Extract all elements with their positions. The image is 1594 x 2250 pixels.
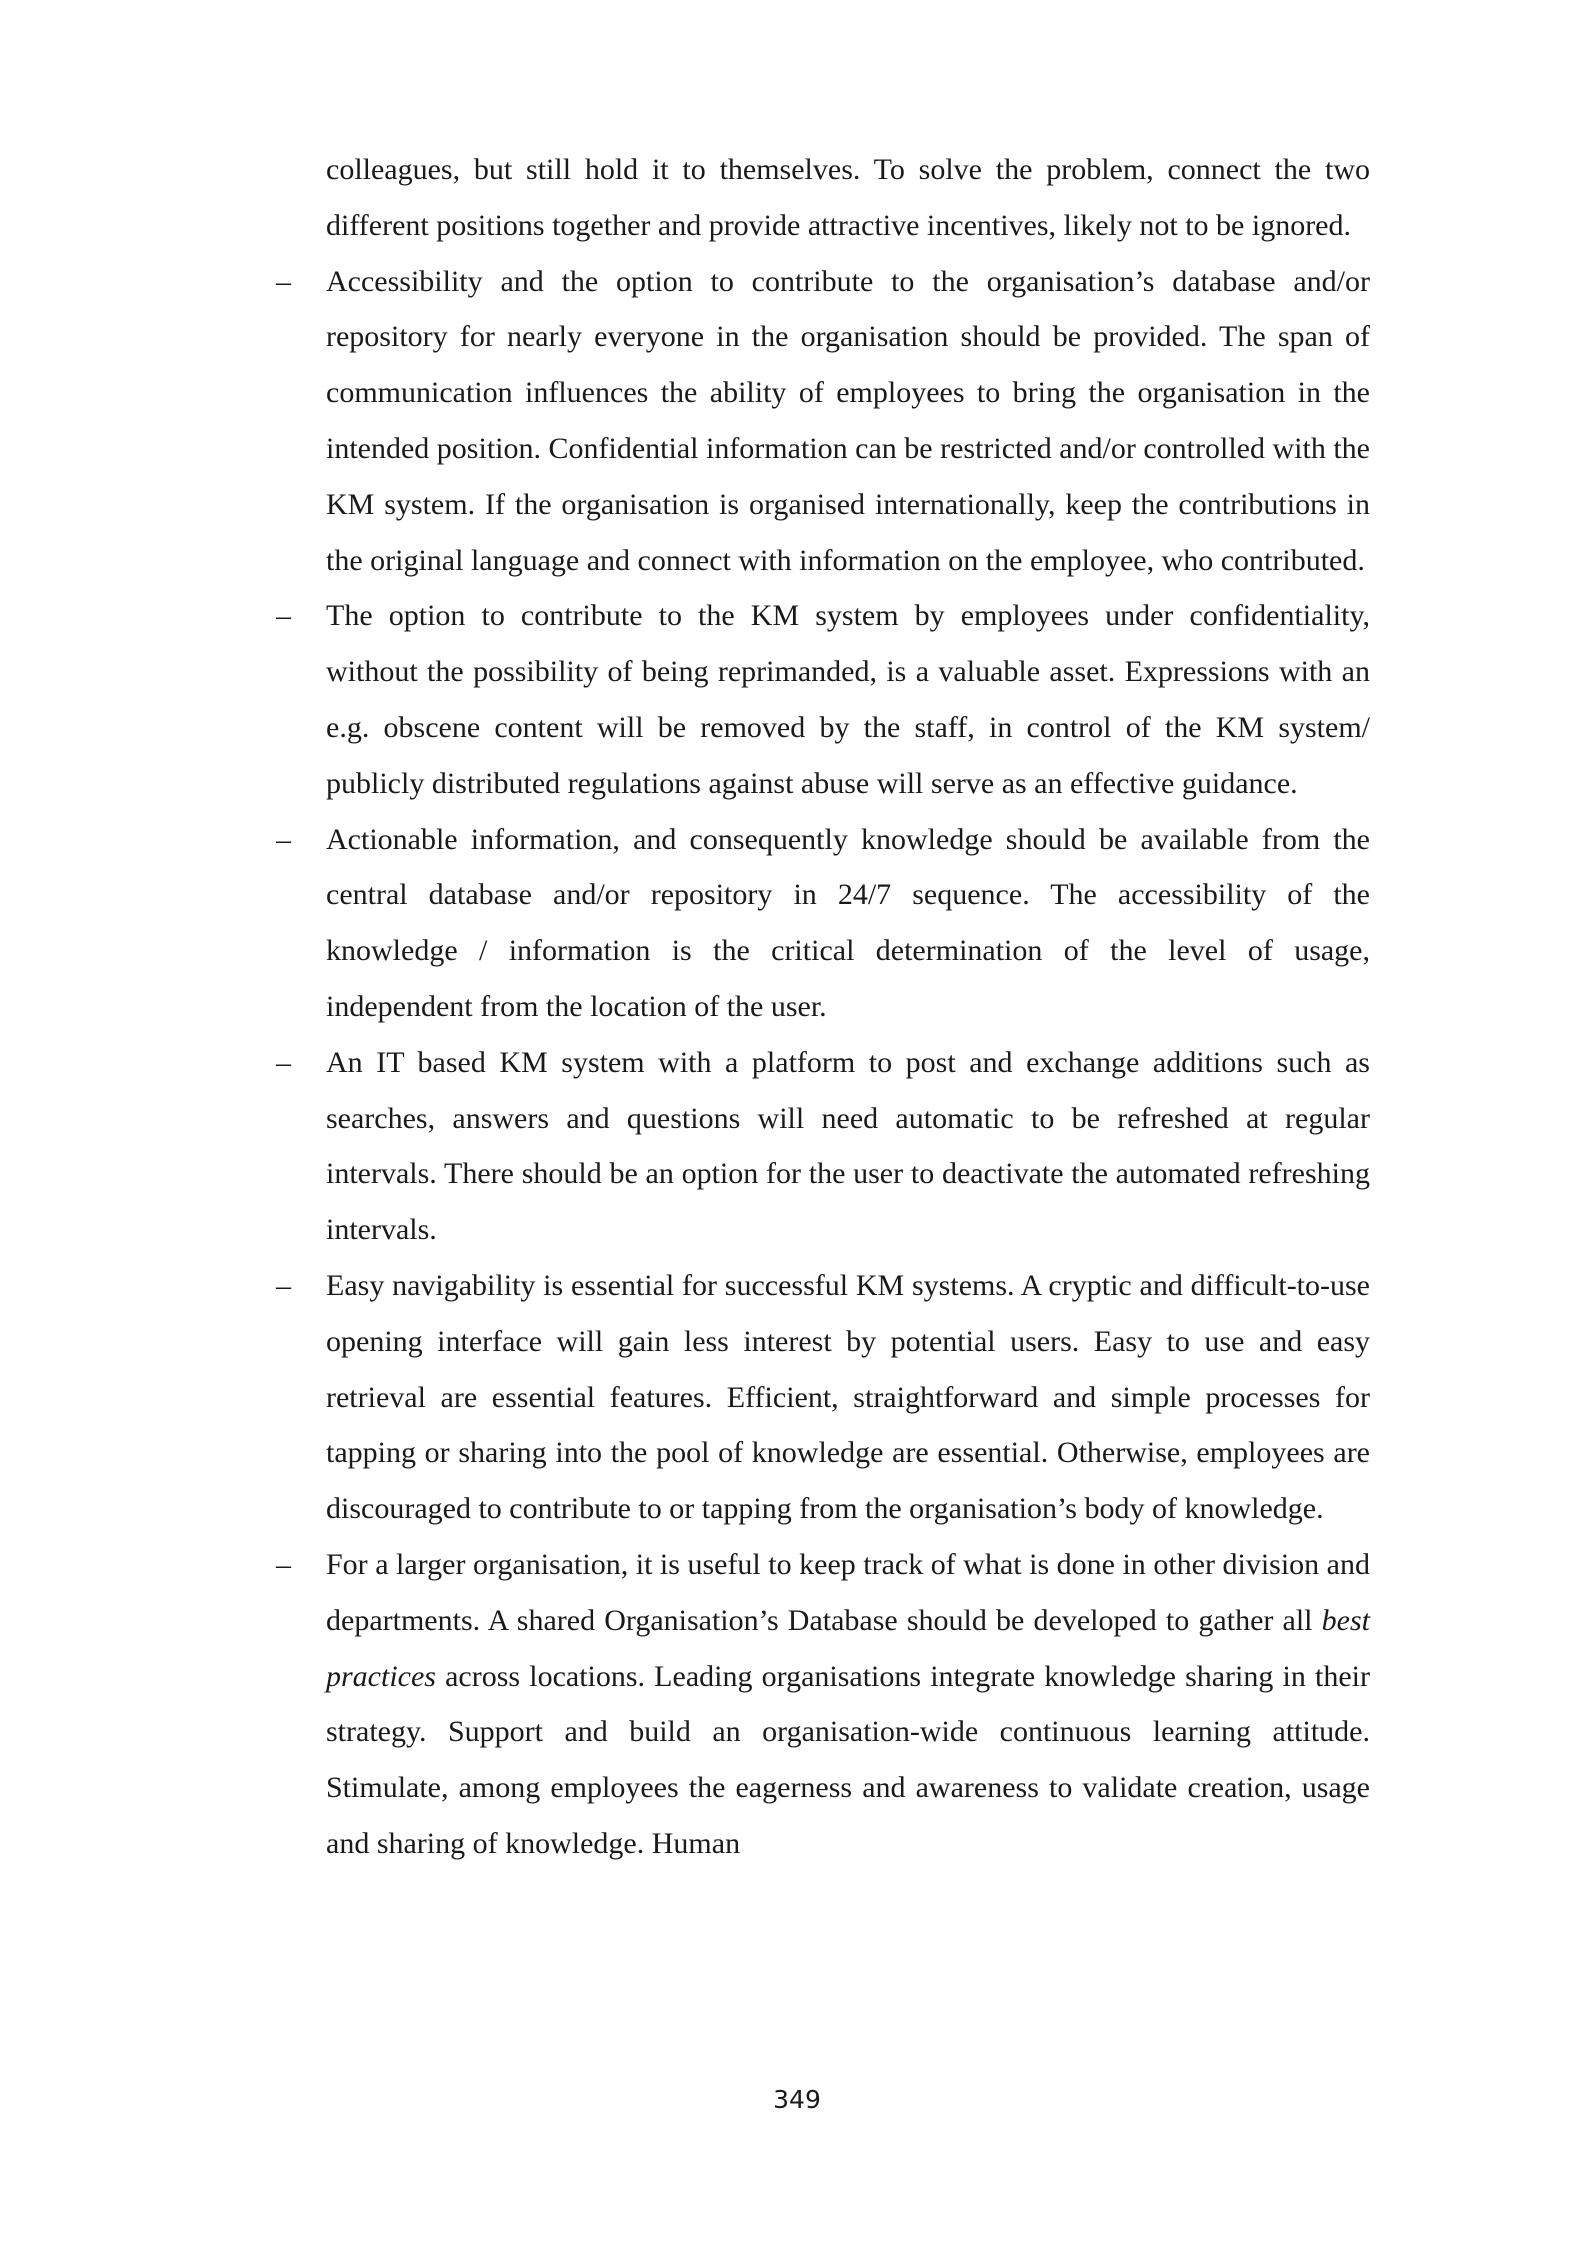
bullet-item-accessibility <box>276 254 1370 589</box>
dash-bullet-marker: – <box>276 599 291 633</box>
dash-bullet-marker: – <box>276 264 291 298</box>
dash-bullet-marker: – <box>276 1547 291 1581</box>
bullet-text: Easy navigability is essential for successful KM systems. A cryptic and difficult-to-use opening interface will gain less interest by potential users. Easy to use and easy retrieval are essential features. Efficient, straightforward and simple processes for tapping or sharing into the pool of knowledge are essential. Otherwise, employees are discouraged to contribute to or tapping from the organisation’s body of knowledge. <box>326 1268 1370 1526</box>
bullet-item-navigability <box>276 1258 1370 1537</box>
bullet-item-refresh-intervals <box>276 1035 1370 1258</box>
bullet-item-actionable-information <box>276 812 1370 1035</box>
bullet-text-part: For a larger organisation, it is useful to keep track of what is done in other division and departments. A shared Organisation’s Database should be developed to gather all <box>326 1547 1370 1637</box>
bullet-text: Accessibility and the option to contribute to the organisation’s database and/or repository for nearly everyone in the organisation should be provided. The span of communication influences the ability of employees to bring the organisation in the intended position. Confidential information can be restricted and/or controlled with the KM system. If the organisation is organised internationally, keep the contributions in the original language and connect with information on the employee, who contributed. <box>326 264 1370 577</box>
page-number: 349 <box>773 2085 821 2114</box>
body-text <box>276 142 1370 1872</box>
continuation-paragraph: colleagues, but still hold it to themselves. To solve the problem, connect the two different positions together and provide attractive incentives, likely not to be ignored. <box>326 153 1370 242</box>
dash-bullet-marker: – <box>276 822 291 856</box>
bullet-text-italic: best practices <box>326 1603 1370 1693</box>
bullet-item-larger-organisation <box>276 1537 1370 1872</box>
bullet-text-part: across locations. Leading organisations integrate knowledge sharing in their strategy. Support and build an organisation-wide continuous learning attitude. Stimulate, among employees the eagerness and awareness to validate creation, usage and sharing of knowledge. Human <box>326 1659 1370 1860</box>
dash-bullet-marker: – <box>276 1045 291 1079</box>
bullet-item-confidential-contribution <box>276 588 1370 811</box>
bullet-text: Actionable information, and consequently knowledge should be available from the central database and/or repository in 24/7 sequence. The accessibility of the knowledge / information is the critical determination of the level of usage, independent from the location of the user. <box>326 822 1370 1023</box>
bullet-text: An IT based KM system with a platform to post and exchange additions such as searches, answers and questions will need automatic to be refreshed at regular intervals. There should be an option for the user to deactivate the automated refreshing intervals. <box>326 1045 1370 1247</box>
dash-bullet-marker: – <box>276 1268 291 1302</box>
bullet-text: The option to contribute to the KM system by employees under confidentiality, without the possibility of being reprimanded, is a valuable asset. Expressions with an e.g. obscene content will be removed by the staff, in control of the KM system/ publicly distributed regulations against abuse will serve as an effective guidance. <box>326 599 1370 800</box>
